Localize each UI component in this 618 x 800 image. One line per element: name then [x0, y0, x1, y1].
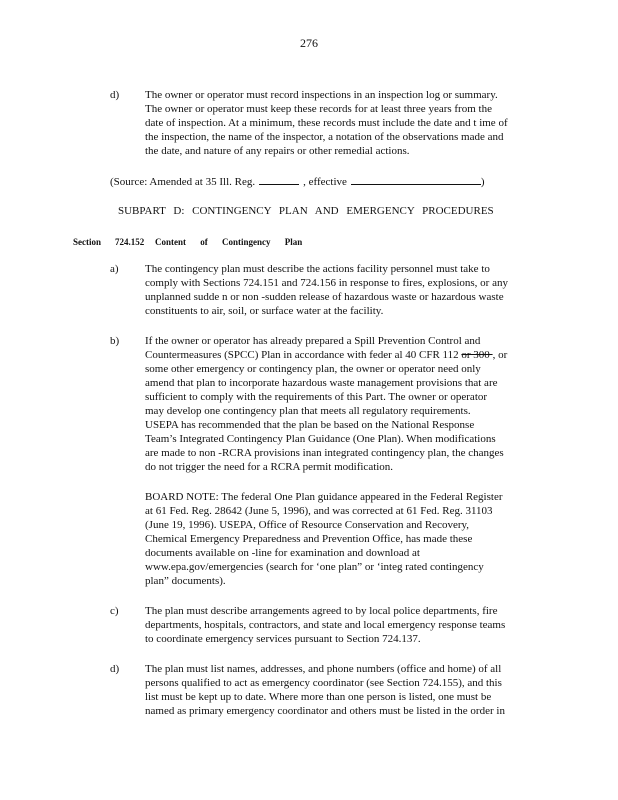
text-line: the date, and nature of any repairs or other remedial actions. — [145, 145, 410, 157]
text-line: amend that plan to incorporate hazardous waste management provisions that are — [145, 377, 498, 389]
list-marker: c) — [110, 605, 119, 617]
text-line: If the owner or operator has already prepared a Spill Prevention Control and — [145, 335, 481, 347]
paragraph-b-spcc-plan — [110, 334, 540, 474]
text-line: persons qualified to act as emergency coordinator (see Section 724.155), and this — [145, 677, 502, 689]
text-line: The owner or operator must record inspections in an inspection log or summary. — [145, 89, 498, 101]
source-middle: , effective — [303, 176, 347, 188]
text-line: departments, hospitals, contractors, and state and local emergency response teams — [145, 619, 506, 631]
page-number: 276 — [300, 36, 318, 50]
list-marker: d) — [110, 663, 120, 675]
paragraph-body — [145, 604, 540, 646]
text-line: are made to non -RCRA provisions inan integrated contingency plan, the changes — [145, 447, 504, 459]
text-line: BOARD NOTE: The federal One Plan guidance appeared in the Federal Register — [145, 491, 503, 503]
list-marker: a) — [110, 263, 119, 275]
text-line: at 61 Fed. Reg. 28642 (June 5, 1996), and was corrected at 61 Fed. Reg. 31103 — [145, 505, 493, 517]
text-segment: Countermeasures (SPCC) Plan in accordance with feder al 40 CFR 112 — [145, 349, 462, 361]
text-line: constituents to air, soil, or surface water at the facility. — [145, 305, 384, 317]
section-label: Section — [73, 237, 101, 247]
paragraph-body — [145, 262, 540, 318]
text-line: USEPA has recommended that the plan be based on the National Response — [145, 419, 475, 431]
effective-date-blank — [351, 174, 481, 185]
text-line: sufficient to comply with the requirements of this Part. The owner or operator — [145, 391, 488, 403]
text-line: documents available on -line for examination and download at — [145, 547, 420, 559]
text-segment: , or — [492, 349, 508, 361]
volume-blank — [259, 174, 299, 185]
text-line: named as primary emergency coordinator and others must be listed in the order in — [145, 705, 505, 717]
text-line: The owner or operator must keep these records for at least three years from the — [145, 103, 492, 115]
paragraph-body — [145, 88, 540, 158]
struck-text: or 300 — [461, 349, 493, 361]
text-line: do not trigger the need for a RCRA permit modification. — [145, 461, 394, 473]
text-line: www.epa.gov/emergencies (search for ‘one plan” or ‘integ rated contingency — [145, 561, 484, 573]
text-line: plan” documents). — [145, 575, 226, 587]
source-citation — [110, 174, 540, 189]
text-line: date of inspection. At a minimum, these records must include the date and t ime of — [145, 117, 508, 129]
text-line: unplanned sudde n or non -sudden release of hazardous waste or hazardous waste — [145, 291, 504, 303]
subpart-heading: SUBPART D: CONTINGENCY PLAN AND EMERGENCY PROCEDURES — [118, 205, 494, 217]
text-line: The contingency plan must describe the actions facility personnel must take to — [145, 263, 490, 275]
section-heading — [73, 236, 302, 248]
text-line: comply with Sections 724.151 and 724.156 in response to fires, explosions, or any — [145, 277, 508, 289]
board-note — [145, 490, 540, 588]
section-number: 724.152 — [115, 237, 145, 247]
source-prefix: (Source: Amended at 35 Ill. Reg. — [110, 176, 256, 188]
paragraph-c-arrangements — [110, 604, 540, 646]
section-title: Content of Contingency Plan — [155, 237, 303, 247]
paragraph-d-inspection-records — [110, 88, 540, 158]
text-line: may develop one contingency plan that meets all regulatory requirements. — [145, 405, 471, 417]
list-marker: d) — [110, 89, 120, 101]
list-marker: b) — [110, 335, 120, 347]
paragraph-body — [145, 662, 540, 718]
text-line: (June 19, 1996). USEPA, Office of Resource Conservation and Recovery, — [145, 519, 470, 531]
paragraph-d-coordinators — [110, 662, 540, 718]
text-line: the inspection, the name of the inspector, a notation of the observations made and — [145, 131, 504, 143]
text-line-with-deletion — [145, 348, 540, 362]
paragraph-body — [145, 334, 540, 474]
text-line: some other emergency or contingency plan, the owner or operator need only — [145, 363, 481, 375]
paragraph-a-plan-description — [110, 262, 540, 318]
text-line: to coordinate emergency services pursuant to Section 724.137. — [145, 633, 421, 645]
source-suffix: ) — [480, 176, 485, 188]
text-line: Team’s Integrated Contingency Plan Guidance (One Plan). When modifications — [145, 433, 496, 445]
text-line: list must be kept up to date. Where more than one person is listed, one must be — [145, 691, 492, 703]
text-line: The plan must list names, addresses, and phone numbers (office and home) of all — [145, 663, 502, 675]
text-line: Chemical Emergency Preparedness and Prevention Office, has made these — [145, 533, 473, 545]
text-line: The plan must describe arrangements agreed to by local police departments, fire — [145, 605, 498, 617]
